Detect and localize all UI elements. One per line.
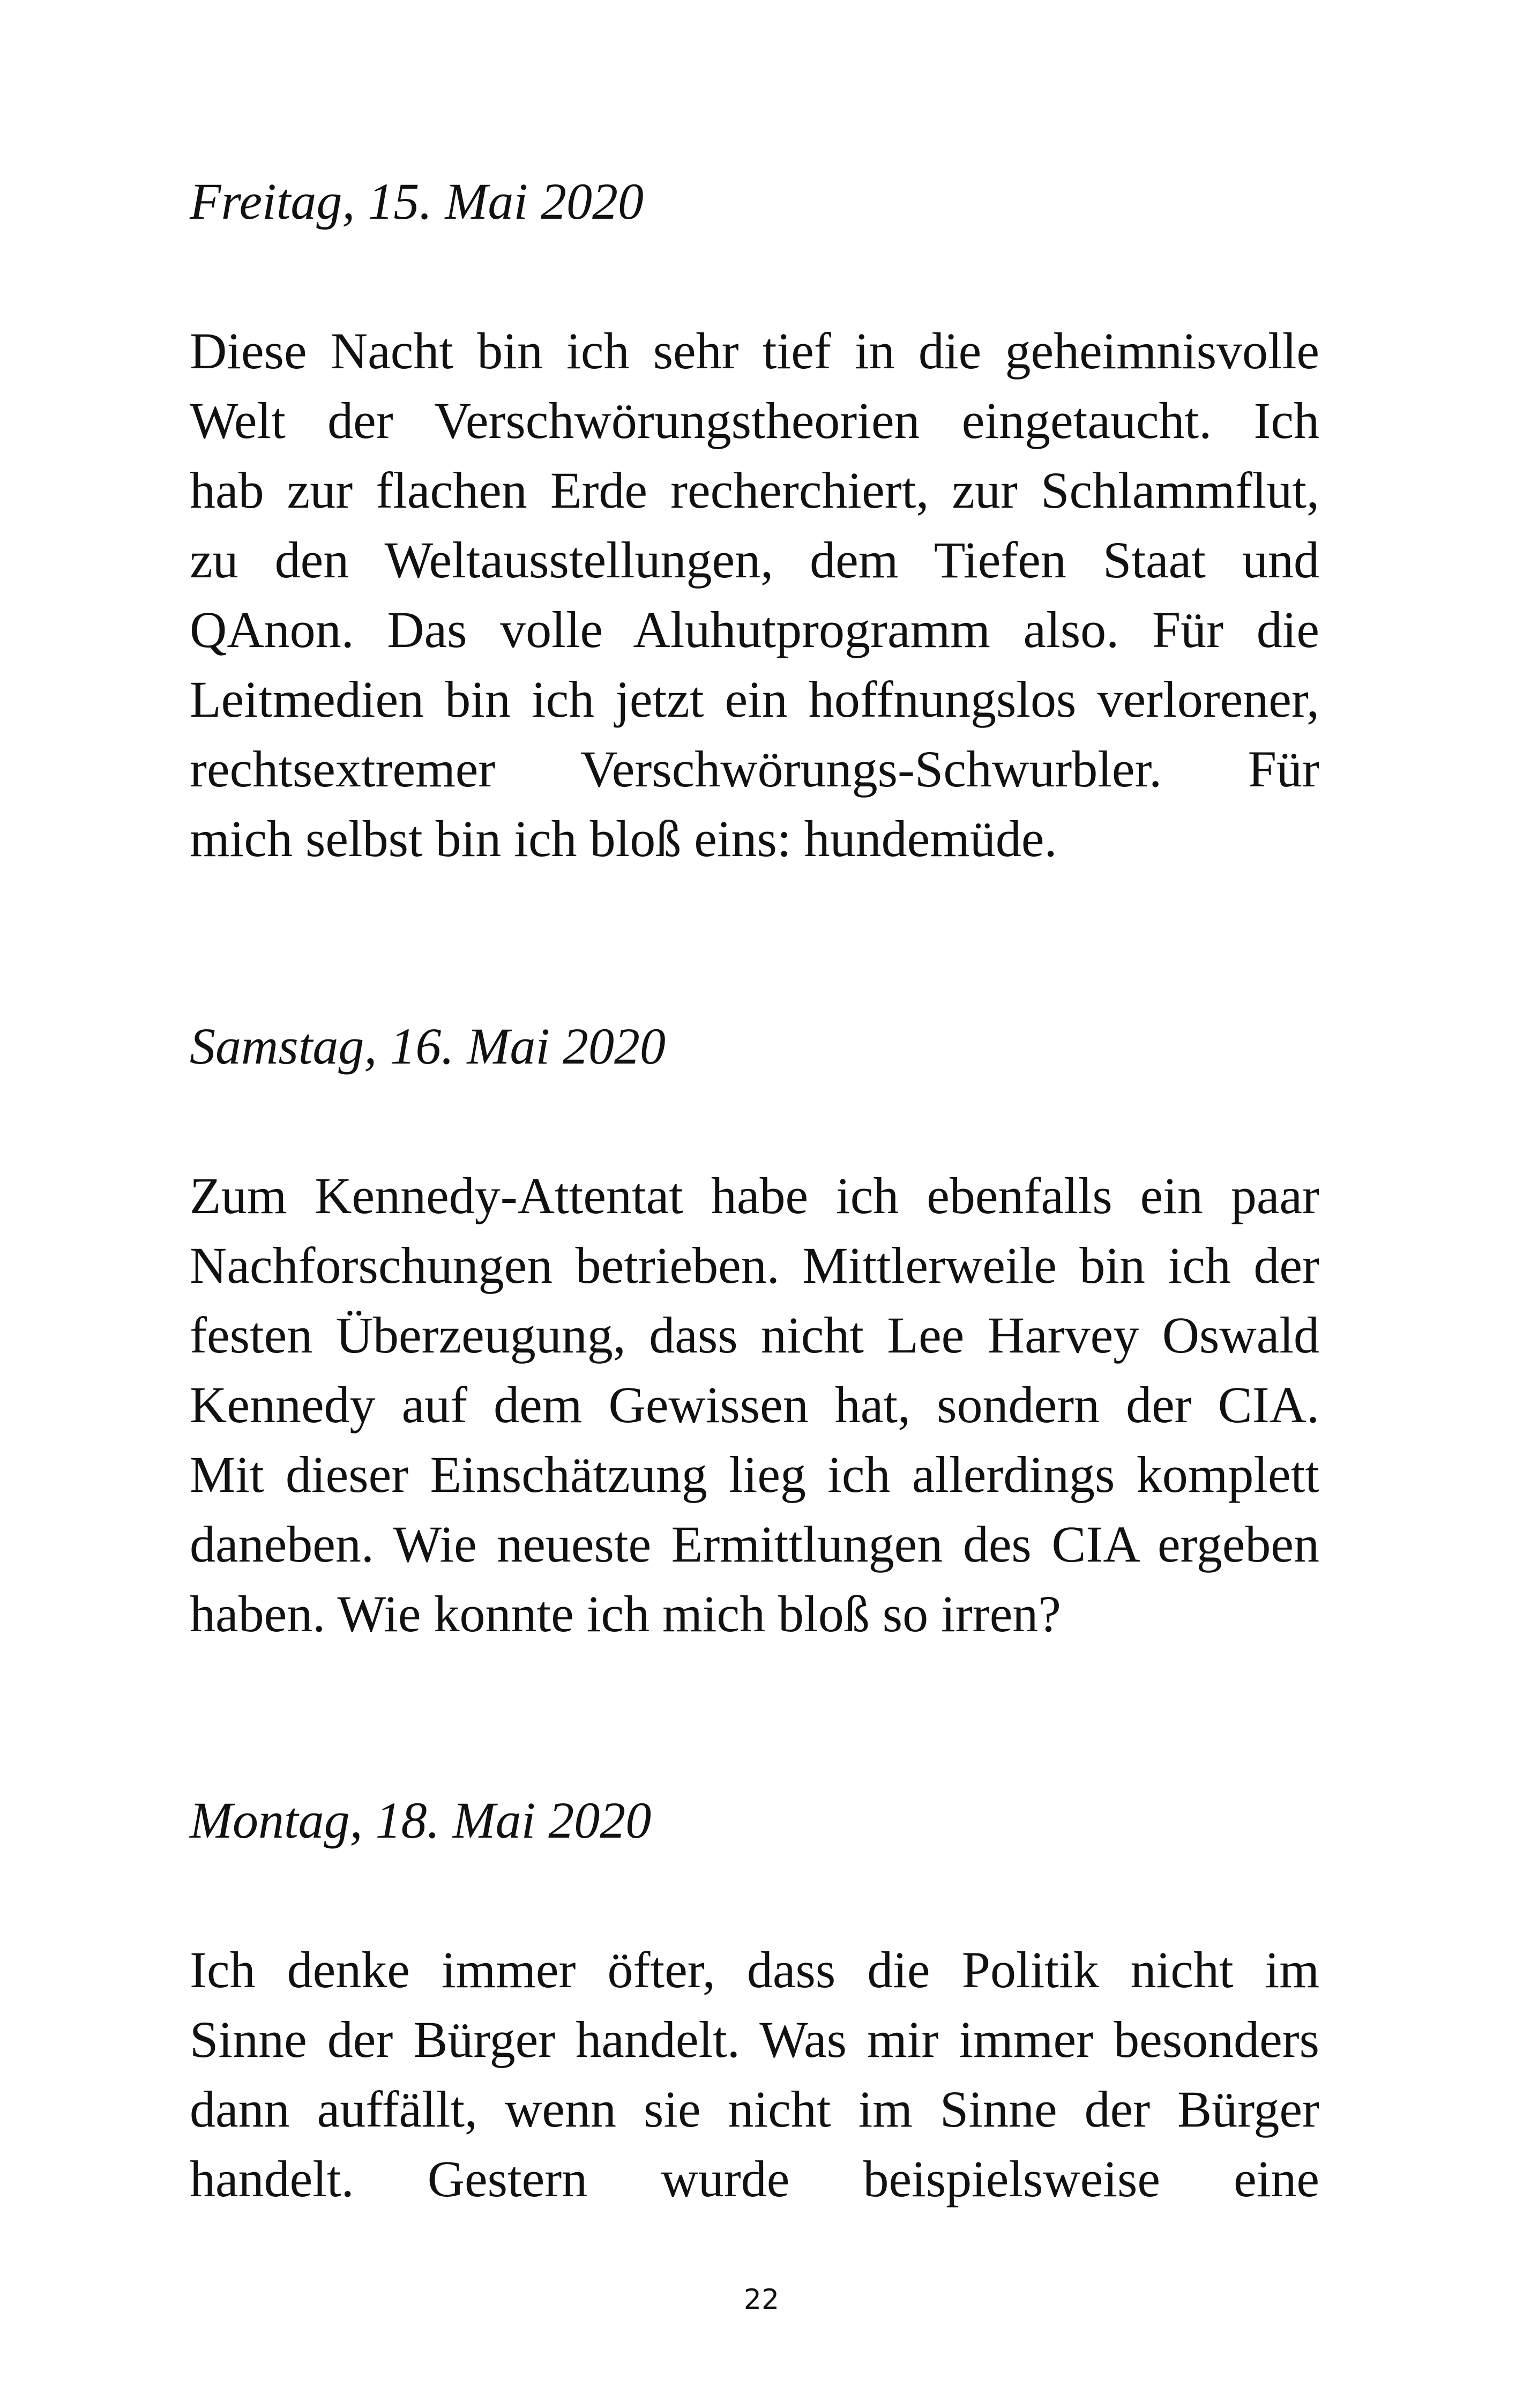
text-line: Leitmedien bin ich jetzt ein hoffnungslos verlorener, (190, 671, 1319, 728)
text-line: QAnon. Das volle Aluhutprogramm also. Für die (190, 601, 1319, 658)
entry-text (190, 1161, 1319, 1649)
text-line: rechtsextremer Verschwörungs-Schwurbler. Für (190, 740, 1319, 798)
diary-entry (190, 167, 1319, 874)
text-line: mich selbst bin ich bloß eins: hundemüde. (190, 810, 1057, 867)
entry-text (190, 316, 1319, 874)
text-line: daneben. Wie neueste Ermittlungen des CIA ergeben (190, 1515, 1319, 1573)
text-line: dann auffällt, wenn sie nicht im Sinne der Bürger (190, 2080, 1319, 2138)
text-line: Mit dieser Einschätzung lieg ich allerdings komplett (190, 1446, 1319, 1503)
text-line: festen Überzeugung, dass nicht Lee Harvey Oswald (190, 1306, 1319, 1364)
entry-date: Montag, 18. Mai 2020 (190, 1792, 652, 1849)
page-number: 22 (743, 2284, 780, 2316)
diary-entry (190, 1786, 1319, 2214)
text-line: Kennedy auf dem Gewissen hat, sondern der CIA. (190, 1376, 1319, 1433)
text-line: Nachforschungen betrieben. Mittlerweile bin ich der (190, 1237, 1319, 1294)
entry-text (190, 1935, 1319, 2214)
entry-date: Samstag, 16. Mai 2020 (190, 1017, 666, 1075)
text-line: Diese Nacht bin ich sehr tief in die geheimnisvolle (190, 322, 1319, 380)
text-line: Welt der Verschwörungstheorien eingetaucht. Ich (190, 392, 1319, 449)
diary-entry (190, 1012, 1319, 1649)
entry-date: Freitag, 15. Mai 2020 (190, 173, 644, 230)
text-line: handelt. Gestern wurde beispielsweise eine (190, 2150, 1319, 2208)
text-line: haben. Wie konnte ich mich bloß so irren? (190, 1585, 1061, 1643)
text-line: Ich denke immer öfter, dass die Politik nicht im (190, 1941, 1319, 1998)
text-line: hab zur flachen Erde recherchiert, zur Schlammflut, (190, 462, 1319, 519)
text-line: Zum Kennedy-Attentat habe ich ebenfalls ein paar (190, 1167, 1319, 1224)
text-line: zu den Weltausstellungen, dem Tiefen Staat und (190, 531, 1319, 589)
text-line: Sinne der Bürger handelt. Was mir immer besonders (190, 2011, 1319, 2068)
